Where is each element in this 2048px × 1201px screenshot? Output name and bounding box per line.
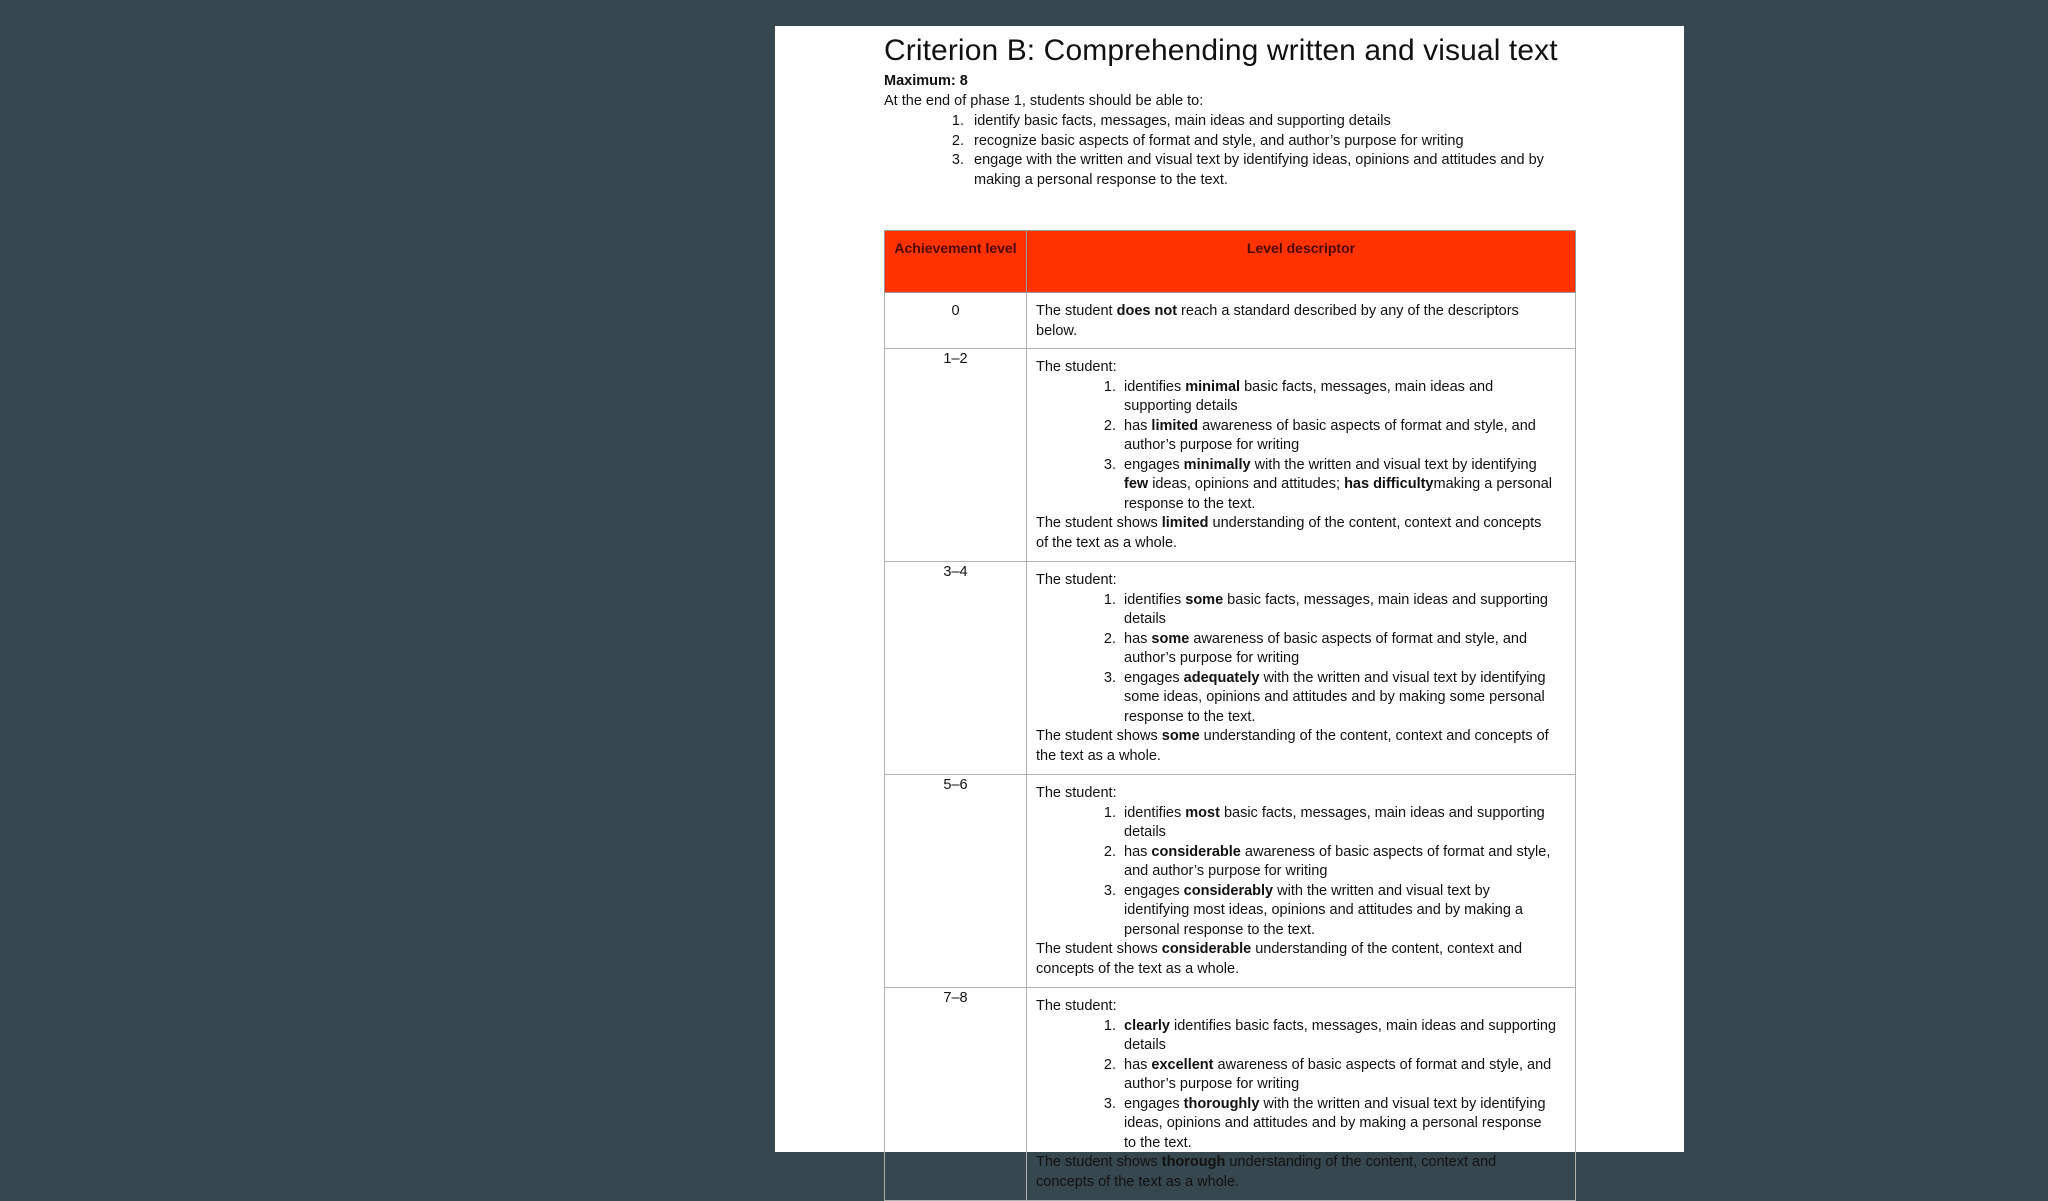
descriptor-item: [1120, 1017, 1557, 1056]
descriptor-item: [1120, 804, 1557, 843]
text-run: engages: [1124, 1095, 1184, 1112]
text-run: identifies basic facts, messages, main ideas and supporting details: [1124, 1017, 1557, 1053]
text-run: engages: [1124, 456, 1184, 473]
level-cell: 3–4: [885, 562, 1027, 775]
descriptor-item: [1120, 630, 1557, 669]
descriptor-summary: [1036, 1153, 1557, 1192]
descriptor-cell: [1027, 293, 1576, 349]
bold-run: considerably: [1183, 882, 1274, 899]
text-run: identifies: [1124, 804, 1186, 821]
text-run: has: [1124, 1056, 1152, 1073]
descriptor-cell: [1027, 988, 1576, 1201]
bold-run: considerable: [1161, 941, 1252, 957]
text-run: understanding of the content, context and concepts of the text as a whole.: [1036, 941, 1523, 977]
objective-item: 3. engage with the written and visual text by identifying ideas, opinions and attitudes and by making a personal response to the text.: [968, 151, 1584, 190]
descriptor-list: [1036, 804, 1557, 941]
text-run: has: [1124, 843, 1152, 860]
text-run: understanding of the content, context and concepts of the text as a whole.: [1036, 1154, 1497, 1190]
bold-run: minimal: [1185, 378, 1241, 395]
text-run: awareness of basic aspects of format and style, and author’s purpose for writing: [1124, 1056, 1552, 1092]
descriptor-summary: [1036, 514, 1557, 553]
descriptor-list: [1036, 1017, 1557, 1154]
text-run: The student shows: [1036, 1154, 1162, 1170]
bold-run: adequately: [1183, 669, 1260, 686]
text-run: identifies: [1124, 378, 1186, 395]
text-run: has: [1124, 630, 1152, 647]
text-run: engages: [1124, 669, 1184, 686]
rubric-row-1-2: [885, 349, 1576, 562]
descriptor-cell: [1027, 775, 1576, 988]
text-run: making a personal response to the text.: [1124, 476, 1552, 512]
level-cell: 7–8: [885, 988, 1027, 1201]
descriptor-item: [1120, 417, 1557, 456]
text-run: basic facts, messages, main ideas and supporting details: [1124, 378, 1494, 414]
descriptor-item: [1120, 1056, 1557, 1095]
bold-run: few: [1124, 476, 1149, 492]
bold-run: some: [1185, 591, 1224, 608]
descriptor-lead: The student:: [1036, 572, 1117, 588]
bold-run: some: [1151, 630, 1190, 647]
text-run: awareness of basic aspects of format and style, and author’s purpose for writing: [1124, 630, 1528, 666]
bold-run: some: [1161, 728, 1200, 744]
descriptor-item: [1120, 669, 1557, 728]
header-achievement-level: Achievement level: [885, 231, 1027, 293]
descriptor-item: [1120, 378, 1557, 417]
text-run: ideas, opinions and attitudes;: [1148, 476, 1345, 492]
text-run: The student shows: [1036, 515, 1162, 531]
descriptor-item: [1120, 456, 1557, 515]
text-run: The student: [1036, 303, 1117, 319]
text-run: with the written and visual text by identifying most ideas, opinions and attitudes and by making a personal response to the text.: [1124, 882, 1523, 938]
rubric-row-7-8: [885, 988, 1576, 1201]
descriptor-item: [1120, 843, 1557, 882]
bold-run: limited: [1161, 515, 1209, 531]
bold-run: has difficulty: [1344, 476, 1434, 492]
level-cell: 0: [885, 293, 1027, 349]
text-run: with the written and visual text by identifying ideas, opinions and attitudes and by making a personal response to the text.: [1124, 1095, 1546, 1151]
bold-run: thorough: [1161, 1154, 1226, 1170]
rubric-row-3-4: [885, 562, 1576, 775]
descriptor-item: [1120, 882, 1557, 941]
bold-run: clearly: [1124, 1017, 1170, 1034]
descriptor-summary: [1036, 940, 1557, 979]
descriptor-summary: [1036, 727, 1557, 766]
descriptor-cell: [1027, 562, 1576, 775]
document-page: [775, 26, 1684, 1190]
level-cell: 5–6: [885, 775, 1027, 988]
intro-text: At the end of phase 1, students should be able to:: [884, 93, 1204, 109]
objectives-list: [884, 112, 1584, 190]
text-run: awareness of basic aspects of format and style, and author’s purpose for writing: [1124, 843, 1551, 879]
descriptor-cell: [1027, 349, 1576, 562]
rubric-header-row: [885, 231, 1576, 293]
text-run: The student shows: [1036, 941, 1162, 957]
text-run: awareness of basic aspects of format and style, and author’s purpose for writing: [1124, 417, 1536, 453]
bold-run: does not: [1116, 303, 1178, 319]
bold-run: limited: [1151, 417, 1199, 434]
text-run: reach a standard described by any of the descriptors below.: [1036, 303, 1519, 339]
text-run: identifies: [1124, 591, 1186, 608]
descriptor-item: [1120, 1095, 1557, 1154]
level-cell: 1–2: [885, 349, 1027, 562]
text-run: with the written and visual text by identifying: [1250, 456, 1537, 473]
bold-run: most: [1185, 804, 1220, 821]
text-run: basic facts, messages, main ideas and supporting details: [1124, 804, 1545, 840]
descriptor-item: [1120, 591, 1557, 630]
text-run: has: [1124, 417, 1152, 434]
page-title: Criterion B: Comprehending written and visual text: [884, 34, 1558, 67]
bold-run: thoroughly: [1183, 1095, 1260, 1112]
rubric-row-0: [885, 293, 1576, 349]
text-run: understanding of the content, context and concepts of the text as a whole.: [1036, 728, 1549, 764]
text-run: with the written and visual text by identifying some ideas, opinions and attitudes and by making some personal response to the text.: [1124, 669, 1546, 725]
rubric-table: [884, 230, 1576, 1201]
text-run: The student shows: [1036, 728, 1162, 744]
objective-item: 1. identify basic facts, messages, main ideas and supporting details: [968, 112, 1584, 132]
descriptor-list: [1036, 378, 1557, 515]
objective-item: 2. recognize basic aspects of format and style, and author’s purpose for writing: [968, 132, 1584, 152]
text-run: engages: [1124, 882, 1184, 899]
maximum-score: Maximum: 8: [884, 73, 968, 89]
text-run: understanding of the content, context and concepts of the text as a whole.: [1036, 515, 1542, 551]
descriptor-lead: The student:: [1036, 359, 1117, 375]
rubric-row-5-6: [885, 775, 1576, 988]
bold-run: minimally: [1183, 456, 1251, 473]
document-content: [884, 32, 1584, 1190]
descriptor-lead: The student:: [1036, 785, 1117, 801]
bold-run: considerable: [1151, 843, 1241, 860]
bold-run: excellent: [1151, 1056, 1214, 1073]
header-level-descriptor: Level descriptor: [1027, 231, 1576, 293]
descriptor-lead: The student:: [1036, 998, 1117, 1014]
text-run: basic facts, messages, main ideas and supporting details: [1124, 591, 1548, 627]
descriptor-list: [1036, 591, 1557, 728]
